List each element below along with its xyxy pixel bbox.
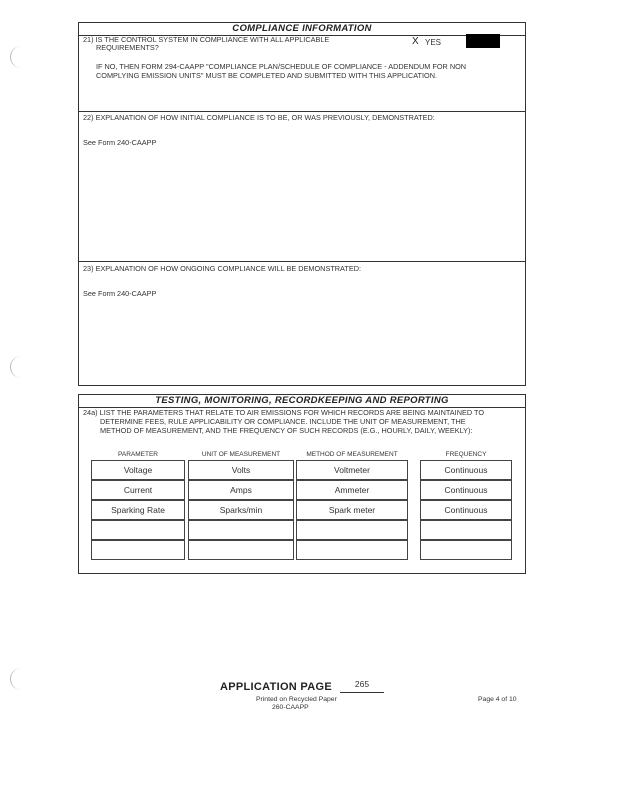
table-cell: Sparks/min xyxy=(188,500,294,520)
binder-hole-mark xyxy=(10,668,25,690)
binder-hole-mark xyxy=(10,46,25,68)
redaction-block xyxy=(466,34,500,48)
column-header-unit: UNIT OF MEASUREMENT xyxy=(201,451,281,458)
column-header-method: METHOD OF MEASUREMENT xyxy=(306,451,398,458)
table-cell: Volts xyxy=(188,460,294,480)
table-cell: Current xyxy=(91,480,185,500)
page-of-text: Page 4 of 10 xyxy=(478,696,517,703)
table-cell: Continuous xyxy=(420,480,512,500)
q23-answer: See Form 240-CAAPP xyxy=(83,289,157,298)
application-page-number: 265 xyxy=(354,679,370,689)
q22-answer: See Form 240-CAAPP xyxy=(83,138,157,147)
divider xyxy=(78,111,526,112)
page-number-line xyxy=(340,692,384,693)
table-cell xyxy=(420,520,512,540)
q21-note-cont: COMPLYING EMISSION UNITS" MUST BE COMPLETED AND SUBMITTED WITH THIS APPLICATION. xyxy=(96,71,437,80)
q23-text: 23) EXPLANATION OF HOW ONGOING COMPLIANCE WILL BE DEMONSTRATED: xyxy=(83,264,361,273)
table-cell: Continuous xyxy=(420,500,512,520)
q21-note: IF NO, THEN FORM 294-CAAPP "COMPLIANCE PLAN/SCHEDULE OF COMPLIANCE - ADDENDUM FOR NON xyxy=(96,62,467,71)
table-cell: Ammeter xyxy=(296,480,408,500)
table-cell xyxy=(296,520,408,540)
column-header-parameter: PARAMETER xyxy=(118,451,158,458)
table-cell: Voltage xyxy=(91,460,185,480)
q21-text-cont: REQUIREMENTS? xyxy=(96,43,159,52)
q24-text: 24a) LIST THE PARAMETERS THAT RELATE TO AIR EMISSIONS FOR WHICH RECORDS ARE BEING MAINTAINED TO xyxy=(83,408,485,417)
compliance-header: COMPLIANCE INFORMATION xyxy=(79,23,525,36)
table-cell: Continuous xyxy=(420,460,512,480)
table-cell xyxy=(91,540,185,560)
table-cell xyxy=(188,540,294,560)
table-cell: Voltmeter xyxy=(296,460,408,480)
table-cell xyxy=(91,520,185,540)
divider xyxy=(78,261,526,262)
yes-label: YES xyxy=(425,38,442,47)
table-cell xyxy=(296,540,408,560)
table-cell xyxy=(420,540,512,560)
q24-text-cont: METHOD OF MEASUREMENT, AND THE FREQUENCY OF SUCH RECORDS (E.G., HOURLY, DAILY, WEEKLY): xyxy=(100,426,473,435)
testing-header: TESTING, MONITORING, RECORDKEEPING AND REPORTING xyxy=(79,395,525,408)
table-cell xyxy=(188,520,294,540)
yes-checkbox[interactable]: X xyxy=(412,36,419,47)
form-number: 260-CAAPP xyxy=(272,704,309,711)
printed-on-text: Printed on Recycled Paper xyxy=(256,696,337,703)
q22-text: 22) EXPLANATION OF HOW INITIAL COMPLIANCE IS TO BE, OR WAS PREVIOUSLY, DEMONSTRATED: xyxy=(83,113,435,122)
table-cell: Spark meter xyxy=(296,500,408,520)
table-cell: Sparking Rate xyxy=(91,500,185,520)
binder-hole-mark xyxy=(10,356,25,378)
q21-text: 21) IS THE CONTROL SYSTEM IN COMPLIANCE WITH ALL APPLICABLE xyxy=(83,35,330,44)
q24-text-cont: DETERMINE FEES, RULE APPLICABILITY OR COMPLIANCE. INCLUDE THE UNIT OF MEASUREMENT, THE xyxy=(100,417,466,426)
application-page-label: APPLICATION PAGE xyxy=(220,681,332,693)
column-header-frequency: FREQUENCY xyxy=(445,451,487,458)
table-cell: Amps xyxy=(188,480,294,500)
